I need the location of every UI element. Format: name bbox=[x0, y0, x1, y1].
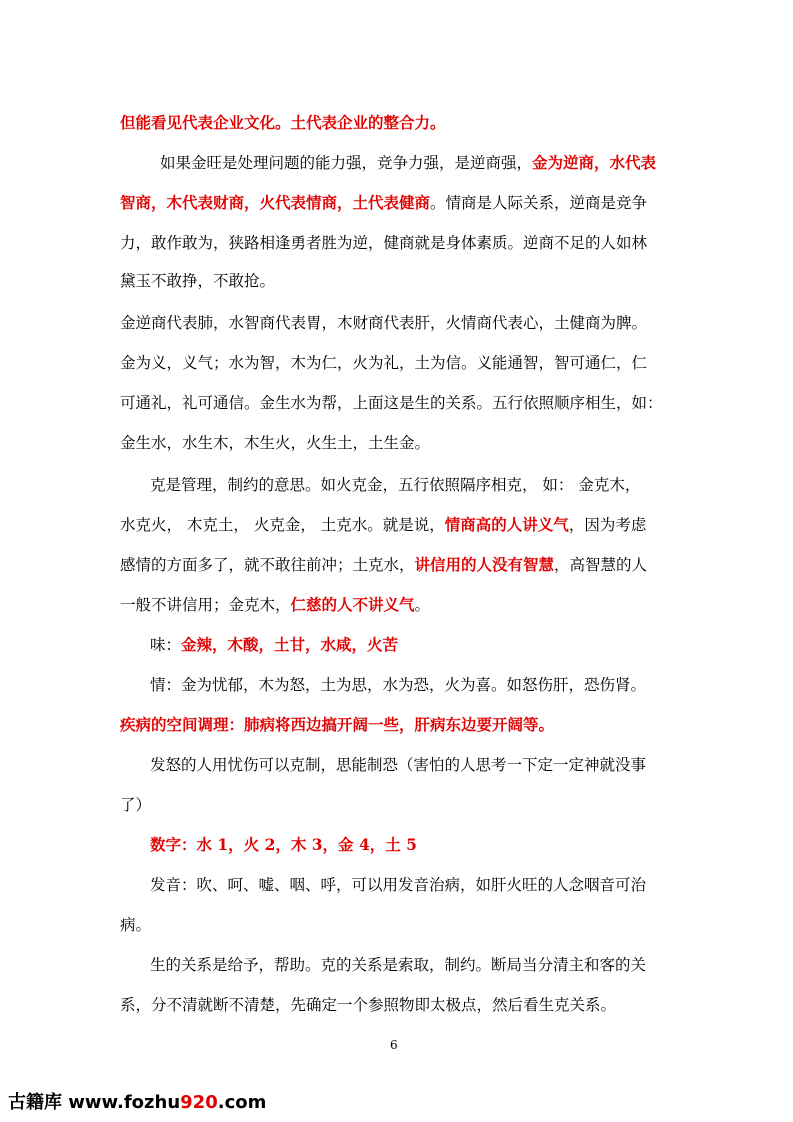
body-text: 一般不讲信用；金克木， bbox=[120, 596, 291, 614]
highlighted-text: 但能看见代表企业文化。土代表企业的整合力。 bbox=[120, 113, 446, 132]
highlighted-text: 疾病的空间调理：肺病将西边搞开阔一些，肝病东边要开阔等。 bbox=[120, 715, 555, 734]
body-text: 金逆商代表肺，水智商代表胃，木财商代表肝，火情商代表心，土健商为脾。 bbox=[120, 314, 648, 332]
body-text: 发音：吹、呵、嘘、咽、呼，可以用发音治病，如肝火旺的人念咽音可治 bbox=[150, 876, 647, 894]
body-text: 金为义，义气；水为智，木为仁，火为礼，土为信。义能通智，智可通仁，仁 bbox=[120, 354, 648, 372]
body-text: 水克火， 木克土， 火克金， 土克水。就是说， bbox=[120, 516, 445, 534]
text-line bbox=[120, 432, 430, 454]
body-text: 如果金旺是处理问题的能力强，竞争力强，是逆商强， bbox=[160, 154, 533, 172]
body-text: 。情商是人际关系，逆商是竞争 bbox=[430, 194, 648, 212]
highlighted-text: 讲信用的人没有智慧 bbox=[414, 555, 555, 574]
body-text: 克是管理，制约的意思。如火克金，五行依照隔序相克， 如： 金克木， bbox=[150, 476, 641, 494]
body-text: ，高智慧的人 bbox=[554, 556, 648, 574]
text-line bbox=[120, 392, 663, 414]
body-text: ，因为考虑 bbox=[568, 516, 647, 534]
text-line bbox=[120, 994, 616, 1016]
footer-url-suffix: .com bbox=[217, 1092, 267, 1113]
footer-url-prefix: www.fozhu bbox=[62, 1092, 181, 1113]
body-text: 黛玉不敢挣，不敢抢。 bbox=[120, 272, 276, 290]
text-line bbox=[120, 794, 151, 816]
text-line bbox=[150, 674, 646, 696]
highlighted-text: 金为逆商，水代表 bbox=[532, 153, 657, 172]
highlighted-text: 仁慈的人不讲义气 bbox=[290, 595, 415, 614]
text-line bbox=[160, 152, 656, 174]
footer-watermark bbox=[8, 1088, 266, 1114]
body-text: 发怒的人用忧伤可以克制，思能制恐（害怕的人思考一下定一定神就没事 bbox=[150, 756, 647, 774]
highlighted-text: 金辣，木酸，土甘，水咸，火苦 bbox=[181, 635, 399, 654]
text-line bbox=[120, 270, 275, 292]
text-line bbox=[120, 232, 647, 254]
text-line bbox=[150, 474, 640, 496]
text-line bbox=[120, 312, 647, 334]
body-text: 力，敢作敢为，狭路相逢勇者胜为逆，健商就是身体素质。逆商不足的人如林 bbox=[120, 234, 648, 252]
text-line bbox=[150, 754, 646, 776]
highlighted-text: 智商，木代表财商，火代表情商，土代表健商 bbox=[120, 193, 431, 212]
body-text: 了） bbox=[120, 796, 152, 814]
text-line bbox=[120, 714, 554, 736]
body-text: 系，分不清就断不清楚，先确定一个参照物即太极点，然后看生克关系。 bbox=[120, 996, 617, 1014]
footer-site-name: 古籍库 bbox=[8, 1092, 62, 1113]
highlighted-text: 情商高的人讲义气 bbox=[444, 515, 569, 534]
body-text: 情：金为忧郁，木为怒，土为思，水为恐，火为喜。如怒伤肝，恐伤肾。 bbox=[150, 676, 647, 694]
text-line bbox=[150, 874, 646, 896]
text-line bbox=[150, 954, 646, 976]
text-line bbox=[120, 554, 647, 576]
body-text: 感情的方面多了，就不敢往前冲；土克水， bbox=[120, 556, 415, 574]
body-text: 。 bbox=[414, 596, 431, 614]
body-text: 病。 bbox=[120, 916, 152, 934]
text-line bbox=[150, 634, 398, 656]
text-line bbox=[150, 834, 417, 856]
page-number: 6 bbox=[390, 1038, 398, 1052]
text-line bbox=[120, 112, 446, 134]
text-line bbox=[120, 594, 430, 616]
body-text: 金生水，水生木，木生火，火生土，土生金。 bbox=[120, 434, 431, 452]
body-text: 可通礼，礼可通信。金生水为帮，上面这是生的关系。五行依照顺序相生，如： bbox=[120, 394, 663, 412]
body-text: 味： bbox=[150, 636, 182, 654]
text-line bbox=[120, 192, 647, 214]
text-line bbox=[120, 352, 647, 374]
body-text: 生的关系是给予，帮助。克的关系是索取，制约。断局当分清主和客的关 bbox=[150, 956, 647, 974]
text-line bbox=[120, 514, 646, 536]
text-line bbox=[120, 914, 151, 936]
footer-url-highlight: 920 bbox=[180, 1092, 218, 1113]
highlighted-text: 数字：水 1，火 2，木 3，金 4，土 5 bbox=[150, 835, 417, 854]
